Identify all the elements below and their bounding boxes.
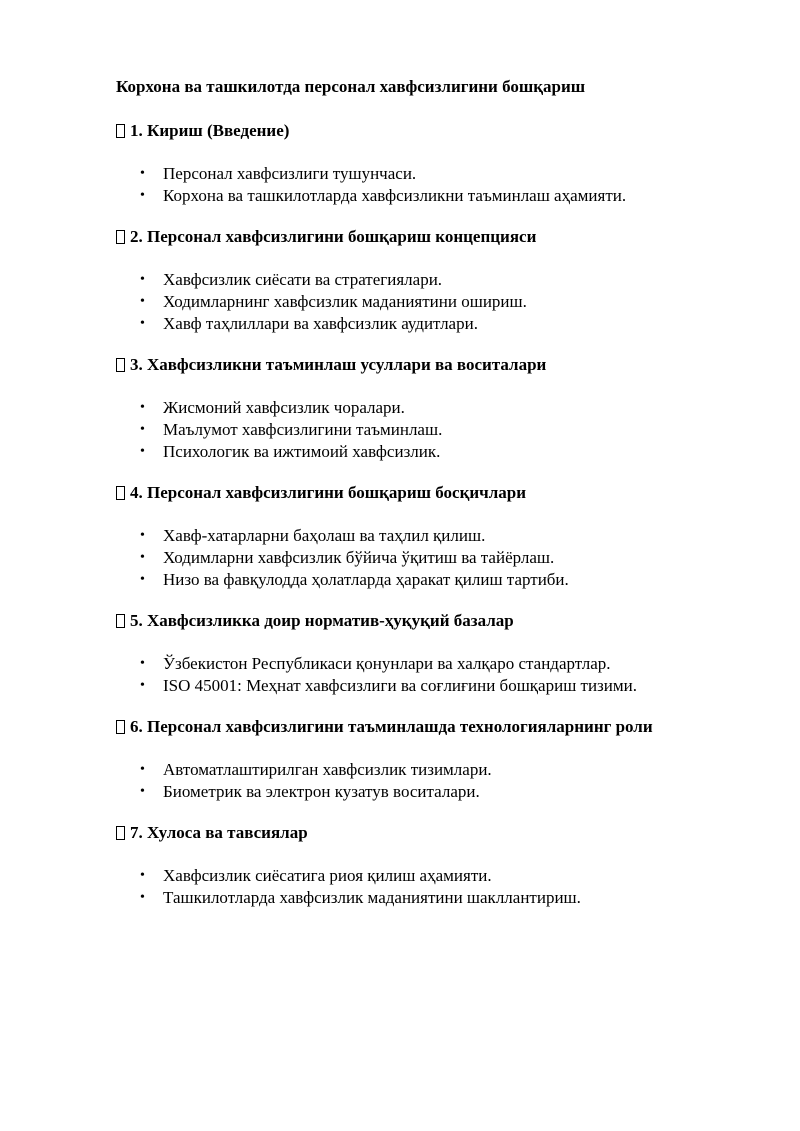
list-item xyxy=(140,269,736,291)
list-item xyxy=(140,525,736,547)
section-heading xyxy=(116,482,736,504)
list-item xyxy=(140,865,736,887)
bullet-icon: • xyxy=(140,784,145,799)
section-heading xyxy=(116,822,736,844)
list-item-text: Маълумот хавфсизлигини таъминлаш. xyxy=(163,420,443,439)
bullet-icon: • xyxy=(140,316,145,331)
section-5 xyxy=(116,610,736,697)
list-item-text: Хавфсизлик сиёсати ва стратегиялари. xyxy=(163,270,443,289)
list-item xyxy=(140,653,736,675)
bullet-icon: • xyxy=(140,890,145,905)
list-item-text: Хавфсизлик сиёсатига риоя қилиш аҳамияти. xyxy=(163,866,492,885)
list-item xyxy=(140,163,736,185)
bullet-icon: • xyxy=(140,272,145,287)
bullet-icon: • xyxy=(140,868,145,883)
list-item xyxy=(140,547,736,569)
list-item-text: Автоматлаштирилган хавфсизлик тизимлари. xyxy=(163,760,492,779)
bullet-icon: • xyxy=(140,656,145,671)
section-1 xyxy=(116,120,736,207)
section-heading-text: 5. Хавфсизликка доир норматив-ҳуқуқий базалар xyxy=(130,611,514,630)
section-2 xyxy=(116,226,736,335)
section-heading-text: 3. Хавфсизликни таъминлаш усуллари ва воситалари xyxy=(130,355,547,374)
list-item-text: Биометрик ва электрон кузатув воситалари. xyxy=(163,782,480,801)
missing-glyph-icon xyxy=(116,230,125,244)
list-item-text: Ходимларнинг хавфсизлик маданиятини ошириш. xyxy=(163,292,527,311)
list-item-text: Хавф таҳлиллари ва хавфсизлик аудитлари. xyxy=(163,314,478,333)
document-title: Корхона ва ташкилотда персонал хавфсизлигини бошқариш xyxy=(116,77,586,96)
bullet-icon: • xyxy=(140,528,145,543)
document-body xyxy=(116,76,736,928)
list-item xyxy=(140,291,736,313)
list-item-text: Персонал хавфсизлиги тушунчаси. xyxy=(163,164,417,183)
list-item xyxy=(140,759,736,781)
section-heading xyxy=(116,354,736,376)
list-item xyxy=(140,313,736,335)
list-item xyxy=(140,441,736,463)
list-item xyxy=(140,887,736,909)
missing-glyph-icon xyxy=(116,614,125,628)
section-heading-text: 4. Персонал хавфсизлигини бошқариш босқичлари xyxy=(130,483,527,502)
list-item-text: Низо ва фавқулодда ҳолатларда ҳаракат қилиш тартиби. xyxy=(163,570,569,589)
bullet-icon: • xyxy=(140,294,145,309)
section-7 xyxy=(116,822,736,909)
missing-glyph-icon xyxy=(116,358,125,372)
bullet-list xyxy=(116,759,736,803)
section-heading-text: 1. Кириш (Введение) xyxy=(130,121,290,140)
list-item xyxy=(140,675,736,697)
missing-glyph-icon xyxy=(116,720,125,734)
section-heading xyxy=(116,120,736,142)
section-heading xyxy=(116,716,736,738)
missing-glyph-icon xyxy=(116,826,125,840)
section-heading-text: 2. Персонал хавфсизлигини бошқариш концепцияси xyxy=(130,227,537,246)
list-item-text: ISO 45001: Меҳнат хавфсизлиги ва соғлиғини бошқариш тизими. xyxy=(163,676,637,695)
list-item-text: Ходимларни хавфсизлик бўйича ўқитиш ва тайёрлаш. xyxy=(163,548,555,567)
bullet-icon: • xyxy=(140,444,145,459)
section-3 xyxy=(116,354,736,463)
bullet-icon: • xyxy=(140,572,145,587)
bullet-list xyxy=(116,269,736,335)
bullet-icon: • xyxy=(140,166,145,181)
list-item xyxy=(140,419,736,441)
section-heading xyxy=(116,226,736,248)
bullet-icon: • xyxy=(140,678,145,693)
list-item xyxy=(140,781,736,803)
missing-glyph-icon xyxy=(116,486,125,500)
bullet-list xyxy=(116,865,736,909)
section-heading-text: 7. Хулоса ва тавсиялар xyxy=(130,823,308,842)
bullet-icon: • xyxy=(140,422,145,437)
missing-glyph-icon xyxy=(116,124,125,138)
bullet-icon: • xyxy=(140,762,145,777)
list-item-text: Хавф-хатарларни баҳолаш ва таҳлил қилиш. xyxy=(163,526,486,545)
bullet-icon: • xyxy=(140,400,145,415)
list-item-text: Корхона ва ташкилотларда хавфсизликни таъминлаш аҳамияти. xyxy=(163,186,627,205)
list-item-text: Ташкилотларда хавфсизлик маданиятини шакллантириш. xyxy=(163,888,581,907)
list-item-text: Жисмоний хавфсизлик чоралари. xyxy=(163,398,405,417)
section-heading xyxy=(116,610,736,632)
bullet-list xyxy=(116,525,736,591)
section-4 xyxy=(116,482,736,591)
bullet-icon: • xyxy=(140,550,145,565)
list-item xyxy=(140,569,736,591)
bullet-list xyxy=(116,163,736,207)
bullet-icon: • xyxy=(140,188,145,203)
section-6 xyxy=(116,716,736,803)
bullet-list xyxy=(116,397,736,463)
bullet-list xyxy=(116,653,736,697)
list-item-text: Ўзбекистон Республикаси қонунлари ва халқаро стандартлар. xyxy=(163,654,611,673)
list-item xyxy=(140,185,736,207)
list-item xyxy=(140,397,736,419)
list-item-text: Психологик ва ижтимоий хавфсизлик. xyxy=(163,442,441,461)
section-heading-text: 6. Персонал хавфсизлигини таъминлашда технологияларнинг роли xyxy=(130,717,653,736)
